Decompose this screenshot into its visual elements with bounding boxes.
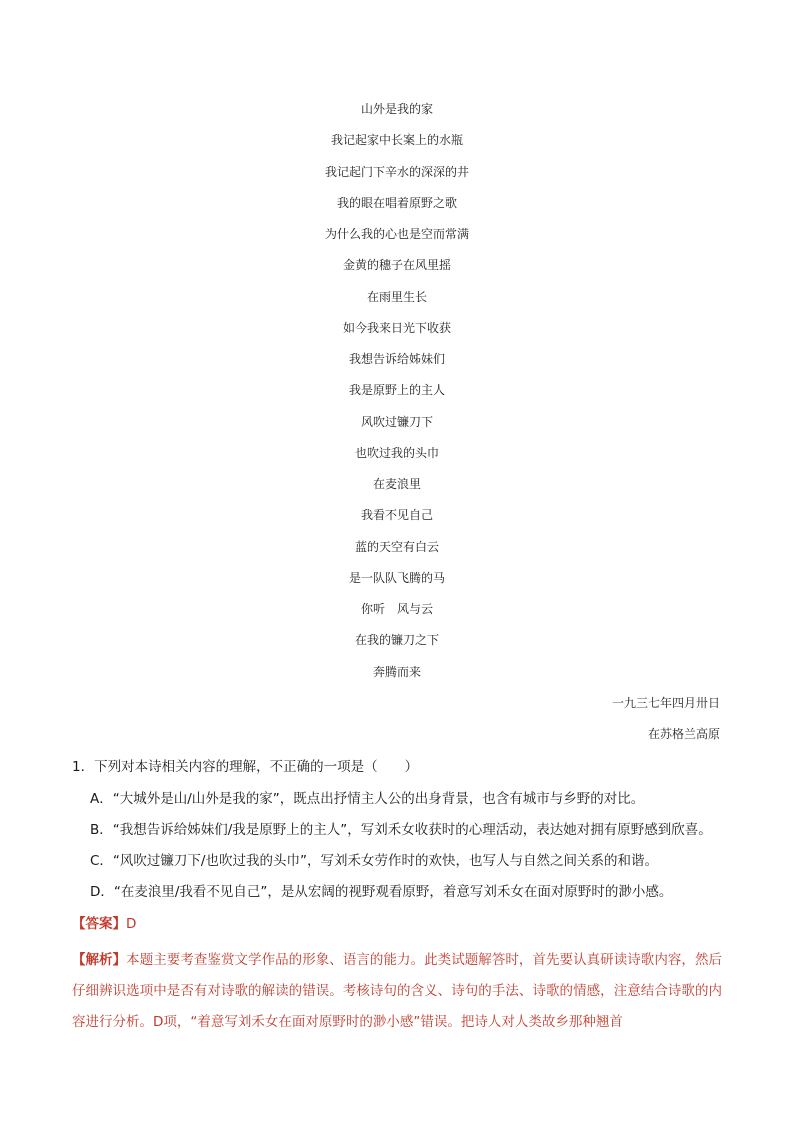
poem-line: 我想告诉给姊妹们 (348, 352, 445, 366)
answer (72, 914, 136, 934)
poem-line: 奔腾而来 (372, 664, 421, 679)
option-a: A．“大城外是山/山外是我的家”，既点出抒情主人公的出身背景，也含有城市与乡野的对比。 (90, 791, 645, 807)
poem-line: 在麦浪里 (372, 477, 421, 491)
poem-line: 为什么我的心也是空而常满 (324, 227, 469, 241)
analysis-tag: 【解析】 (72, 952, 127, 968)
answer-value: D (126, 916, 137, 932)
analysis-text: 本题主要考查鉴赏文学作品的形象、语言的能力。此类试题解答时，首先要认真研读诗歌内容，然后仔细辨识选项中是否有对诗歌的解读的错误。考核诗句的含义、诗句的手法、诗歌的情感，注意结合诗歌的内容进行分析。D项，“着意写刘禾女在面对原野时的渺小感”错误。把诗人对人类故乡那种翘首 (72, 952, 723, 1030)
question-options (90, 789, 740, 913)
poem (0, 97, 794, 691)
poem-line: 我是原野上的主人 (348, 383, 445, 398)
poem-line: 如今我来日光下收获 (342, 320, 451, 335)
poem-line: 蓝的天空有白云 (354, 539, 439, 554)
poem-line: 是一队队飞腾的马 (348, 570, 445, 585)
question-stem: 1．下列对本诗相关内容的理解，不正确的一项是（ ） (72, 759, 419, 775)
option-b: B．“我想告诉给姊妹们/我是原野上的主人”，写刘禾女收获时的心理活动，表达她对拥有原野感到欣喜。 (90, 822, 712, 838)
poem-line: 在我的镰刀之下 (354, 633, 439, 648)
poem-line: 在雨里生长 (366, 289, 427, 304)
analysis (72, 945, 722, 1038)
poem-place: 在苏格兰高原 (647, 727, 720, 741)
poem-line: 也吹过我的头巾 (354, 445, 439, 460)
poem-line: 风吹过镰刀下 (360, 414, 433, 429)
poem-line: 金黄的穗子在风里摇 (342, 258, 451, 273)
poem-line: 我的眼在唱着原野之歌 (336, 195, 457, 210)
poem-line: 山外是我的家 (360, 102, 433, 116)
option-c: C．“风吹过镰刀下/也吹过我的头巾”，写刘禾女劳作时的欢快，也写人与自然之间关系的和谐。 (90, 853, 658, 869)
poem-date: 一九三七年四月卅日 (611, 696, 720, 710)
poem-line: 我记起门下辛水的深深的井 (324, 164, 469, 179)
poem-line: 你听 风与云 (360, 602, 433, 616)
poem-line: 我看不见自己 (360, 508, 433, 523)
answer-tag: 【答案】 (72, 916, 126, 932)
poem-line: 我记起家中长案上的水瓶 (330, 133, 463, 148)
option-d: D．“在麦浪里/我看不见自己”，是从宏阔的视野观看原野，着意写刘禾女在面对原野时的渺小感。 (90, 884, 673, 900)
